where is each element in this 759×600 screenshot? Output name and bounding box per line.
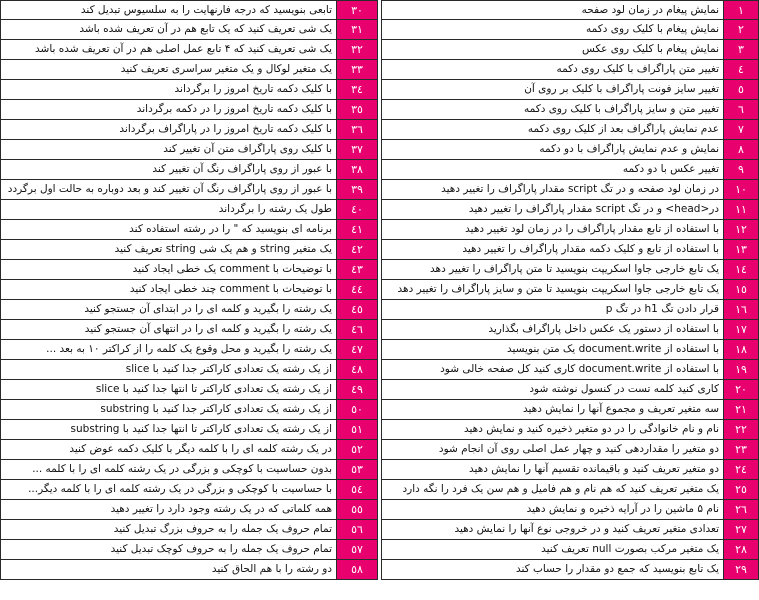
exercise-row [381, 300, 759, 320]
exercise-text: یک رشته را بگیرید و محل وقوع یک کلمه را از کراکتر ۱۰ به بعد ... [0, 340, 336, 359]
exercise-row [0, 40, 378, 60]
exercise-row [0, 20, 378, 40]
exercise-number: ١٦ [723, 300, 759, 319]
exercise-text: با استفاده از document.write کاری کنید کل صفحه خالی شود [381, 360, 723, 379]
exercise-row [381, 500, 759, 520]
exercise-row [0, 200, 378, 220]
exercise-text: سه متغیر تعریف و مجموع آنها را نمایش دهید [381, 400, 723, 419]
exercise-row [381, 0, 759, 20]
exercise-number: ٤١ [336, 220, 378, 239]
exercise-number: ٥٠ [336, 400, 378, 419]
exercise-number: ٧ [723, 120, 759, 139]
exercise-number: ٣٨ [336, 160, 378, 179]
exercise-text: تمام حروف یک جمله را به حروف بزرگ تبدیل کنید [0, 520, 336, 539]
exercise-text: از یک رشته یک تعدادی کاراکتر جدا کنید با substring [0, 400, 336, 419]
exercise-text: با توضیحات با comment چند خطی ایجاد کنید [0, 280, 336, 299]
exercise-number: ١٧ [723, 320, 759, 339]
exercise-row [0, 180, 378, 200]
exercise-row [381, 320, 759, 340]
exercise-row [0, 0, 378, 20]
exercise-text: با حساسیت با کوچکی و بزرگی در یک رشته کلمه ای را با کلمه دیگر... [0, 480, 336, 499]
exercise-text: نمایش پیغام با کلیک روی دکمه [381, 20, 723, 39]
exercise-row [0, 560, 378, 580]
exercise-number: ٤٣ [336, 260, 378, 279]
exercise-number: ٥ [723, 80, 759, 99]
exercise-row [0, 440, 378, 460]
exercise-text: بدون حساسیت با کوچکی و بزرگی در یک رشته کلمه ای را با کلمه ... [0, 460, 336, 479]
exercise-text: تمام حروف یک جمله را به حروف کوچک تبدیل کنید [0, 540, 336, 559]
exercise-text: تغییر متن پاراگراف با کلیک روی دکمه [381, 60, 723, 79]
exercise-row [381, 340, 759, 360]
exercise-number: ٥٦ [336, 520, 378, 539]
exercise-row [0, 280, 378, 300]
exercise-text: دو متغیر تعریف کنید و باقیمانده تقسیم آنها را نمایش دهید [381, 460, 723, 479]
exercise-row [381, 260, 759, 280]
exercise-row [0, 60, 378, 80]
exercise-number: ٤٨ [336, 360, 378, 379]
exercise-text: یک متغیر string و هم یک شی string تعریف کنید [0, 240, 336, 259]
exercise-number: ١٣ [723, 240, 759, 259]
exercise-number: ٢٧ [723, 520, 759, 539]
exercise-row [381, 360, 759, 380]
exercise-row [0, 160, 378, 180]
exercise-number: ١٤ [723, 260, 759, 279]
exercise-text: یک تابع خارجی جاوا اسکریپت بنویسید تا متن پاراگراف را تغییر دهد [381, 260, 723, 279]
exercise-text: با کلیک روی پاراگراف متن آن تغییر کند [0, 140, 336, 159]
exercise-text: با کلیک دکمه تاریخ امروز را برگرداند [0, 80, 336, 99]
exercise-text: همه کلماتی که در یک رشته وجود دارد را تغییر دهید [0, 500, 336, 519]
exercise-number: ٣٠ [336, 1, 378, 19]
exercise-text: عدم نمایش پاراگراف بعد از کلیک روی دکمه [381, 120, 723, 139]
exercise-row [381, 400, 759, 420]
exercise-row [381, 440, 759, 460]
exercise-number: ١ [723, 1, 759, 19]
exercise-text: از یک رشته یک تعدادی کاراکتر تا انتها جدا کنید با substring [0, 420, 336, 439]
exercise-number: ٣٩ [336, 180, 378, 199]
exercise-row [381, 200, 759, 220]
exercise-number: ٤٥ [336, 300, 378, 319]
exercise-text: با استفاده از document.write یک متن بنویسید [381, 340, 723, 359]
exercise-row [381, 540, 759, 560]
exercise-row [0, 240, 378, 260]
exercise-row [0, 520, 378, 540]
exercise-text: تعدادی متغیر تعریف کنید و در خروجی نوع آنها را نمایش دهید [381, 520, 723, 539]
exercise-row [381, 240, 759, 260]
exercise-column-right [381, 0, 759, 600]
exercise-number: ٢٤ [723, 460, 759, 479]
exercise-row [0, 380, 378, 400]
exercise-row [0, 360, 378, 380]
exercise-row [381, 460, 759, 480]
exercise-row [381, 80, 759, 100]
exercise-row [0, 140, 378, 160]
exercise-number: ٥٤ [336, 480, 378, 499]
exercise-row [381, 180, 759, 200]
exercise-row [0, 420, 378, 440]
exercise-text: با استفاده از تابع و کلیک دکمه مقدار پاراگراف را تغییر دهید [381, 240, 723, 259]
exercise-row [0, 100, 378, 120]
exercise-number: ٣٧ [336, 140, 378, 159]
exercise-text: از یک رشته یک تعدادی کاراکتر جدا کنید با slice [0, 360, 336, 379]
exercise-number: ٣١ [336, 20, 378, 39]
exercise-number: ١١ [723, 200, 759, 219]
exercise-number: ٣ [723, 40, 759, 59]
exercise-row [0, 220, 378, 240]
exercise-number: ٥٨ [336, 560, 378, 579]
exercise-row [0, 260, 378, 280]
exercise-number: ٥١ [336, 420, 378, 439]
exercise-number: ٢١ [723, 400, 759, 419]
exercise-text: نمایش پیغام با کلیک روی عکس [381, 40, 723, 59]
exercise-row [381, 60, 759, 80]
exercise-text: تابعی بنویسید که درجه فارنهایت را به سلسیوس تبدیل کند [0, 1, 336, 19]
exercise-number: ٤٠ [336, 200, 378, 219]
exercise-column-left [0, 0, 378, 600]
exercise-number: ٢٩ [723, 560, 759, 579]
exercise-number: ٢٢ [723, 420, 759, 439]
exercise-number: ٥٧ [336, 540, 378, 559]
exercise-text: نمایش پیغام در زمان لود صفحه [381, 1, 723, 19]
exercise-text: در یک رشته کلمه ای را با کلمه دیگر با کلیک دکمه عوض کنید [0, 440, 336, 459]
exercise-row [381, 140, 759, 160]
exercise-number: ٣٦ [336, 120, 378, 139]
exercise-row [381, 160, 759, 180]
exercise-row [381, 20, 759, 40]
exercise-row [381, 480, 759, 500]
exercise-text: یک تابع بنویسید که جمع دو مقدار را حساب کند [381, 560, 723, 579]
exercise-row [381, 100, 759, 120]
exercise-number: ٥٥ [336, 500, 378, 519]
exercise-text: از یک رشته یک تعدادی کاراکتر تا انتها جدا کنید با slice [0, 380, 336, 399]
exercise-text: یک رشته را بگیرید و کلمه ای را در ابتدای آن جستجو کنید [0, 300, 336, 319]
exercise-text: یک متغیر لوکال و یک متغیر سراسری تعریف کنید [0, 60, 336, 79]
exercise-number: ١٩ [723, 360, 759, 379]
exercise-text: با توضیحات با comment یک خطی ایجاد کنید [0, 260, 336, 279]
exercise-row [381, 280, 759, 300]
exercise-row [0, 540, 378, 560]
exercise-text: قرار دادن تگ h1 در تگ p [381, 300, 723, 319]
exercise-number: ٣٤ [336, 80, 378, 99]
exercise-text: تغییر متن و سایز پاراگراف با کلیک روی دکمه [381, 100, 723, 119]
exercise-number: ٥٢ [336, 440, 378, 459]
exercise-text: دو رشته را با هم الحاق کنید [0, 560, 336, 579]
exercise-number: ٢٣ [723, 440, 759, 459]
exercise-row [381, 40, 759, 60]
exercise-number: ٤٢ [336, 240, 378, 259]
exercise-row [0, 460, 378, 480]
exercise-row [381, 520, 759, 540]
exercise-text: کاری کنید کلمه تست در کنسول نوشته شود [381, 380, 723, 399]
exercise-row [381, 560, 759, 580]
exercise-row [381, 420, 759, 440]
exercise-text: یک رشته را بگیرید و کلمه ای را در انتهای آن جستجو کنید [0, 320, 336, 339]
exercise-row [381, 380, 759, 400]
exercise-text: یک شی تعریف کنید که ۴ تابع عمل اصلی هم در آن تعریف شده باشد [0, 40, 336, 59]
exercise-row [381, 120, 759, 140]
exercise-row [0, 80, 378, 100]
exercise-row [0, 340, 378, 360]
exercise-text: در<head> و در تگ script مقدار پاراگراف را تغییر دهید [381, 200, 723, 219]
exercise-number: ١٢ [723, 220, 759, 239]
exercise-text: نمایش و عدم نمایش پاراگراف با دو دکمه [381, 140, 723, 159]
exercise-number: ٩ [723, 160, 759, 179]
exercise-text: نام و نام خانوادگی را در دو متغیر ذخیره کنید و نمایش دهید [381, 420, 723, 439]
exercise-text: یک شی تعریف کنید که یک تابع هم در آن تعریف شده باشد [0, 20, 336, 39]
exercise-row [0, 500, 378, 520]
exercise-text: یک متغیر تعریف کنید که هم نام و هم فامیل و هم سن یک فرد را نگه دارد [381, 480, 723, 499]
exercise-number: ٢٠ [723, 380, 759, 399]
exercise-row [0, 480, 378, 500]
exercise-row [0, 300, 378, 320]
exercise-number: ٤ [723, 60, 759, 79]
exercise-number: ١٥ [723, 280, 759, 299]
exercise-number: ٢٥ [723, 480, 759, 499]
exercise-row [0, 120, 378, 140]
exercise-text: با عبور از روی پاراگراف رنگ آن تغییر کند و بعد دوباره به حالت اول برگردد [0, 180, 336, 199]
exercise-text: با عبور از روی پاراگراف رنگ آن تغییر کند [0, 160, 336, 179]
exercise-text: برنامه ای بنویسید که " را در رشته استفاده کند [0, 220, 336, 239]
exercise-number: ٤٧ [336, 340, 378, 359]
exercise-text: نام ۵ ماشین را در آرایه ذخیره و نمایش دهید [381, 500, 723, 519]
exercise-number: ١٨ [723, 340, 759, 359]
exercise-text: با استفاده از تابع مقدار پاراگراف را در زمان لود تغییر دهید [381, 220, 723, 239]
exercise-text: تغییر عکس با دو دکمه [381, 160, 723, 179]
exercise-number: ٣٣ [336, 60, 378, 79]
exercise-text: در زمان لود صفحه و در تگ script مقدار پاراگراف را تغییر دهید [381, 180, 723, 199]
exercise-row [0, 320, 378, 340]
exercise-row [0, 400, 378, 420]
exercise-number: ٤٩ [336, 380, 378, 399]
exercise-number: ٨ [723, 140, 759, 159]
exercise-text: طول یک رشته را برگرداند [0, 200, 336, 219]
exercise-number: ٢ [723, 20, 759, 39]
exercise-text: با استفاده از دستور یک عکس داخل پاراگراف بگذارید [381, 320, 723, 339]
exercise-text: یک تابع خارجی جاوا اسکریپت بنویسید تا متن و سایز پاراگراف را تغییر دهد [381, 280, 723, 299]
exercise-number: ٢٦ [723, 500, 759, 519]
exercise-text: تغییر سایز فونت پاراگراف با کلیک بر روی آن [381, 80, 723, 99]
exercise-text: یک متغیر مرکب بصورت null تعریف کنید [381, 540, 723, 559]
exercise-number: ٤٤ [336, 280, 378, 299]
exercise-number: ٣٢ [336, 40, 378, 59]
exercise-number: ١٠ [723, 180, 759, 199]
exercise-number: ٢٨ [723, 540, 759, 559]
exercise-text: با کلیک دکمه تاریخ امروز را در پاراگراف برگرداند [0, 120, 336, 139]
exercise-text: با کلیک دکمه تاریخ امروز را در دکمه برگرداند [0, 100, 336, 119]
exercise-row [381, 220, 759, 240]
exercise-number: ٤٦ [336, 320, 378, 339]
exercise-number: ٦ [723, 100, 759, 119]
exercise-text: دو متغیر را مقداردهی کنید و چهار عمل اصلی روی آن انجام شود [381, 440, 723, 459]
exercise-number: ٥٣ [336, 460, 378, 479]
exercise-number: ٣٥ [336, 100, 378, 119]
